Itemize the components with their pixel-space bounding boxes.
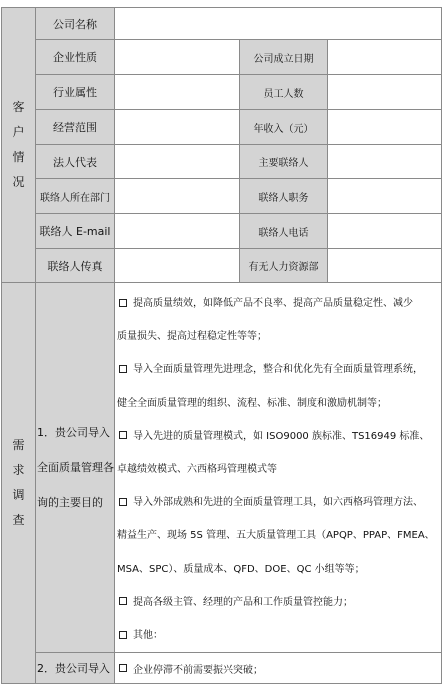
industry-label: 行业属性	[35, 74, 115, 110]
company-name-field[interactable]	[114, 7, 442, 40]
checkbox-icon[interactable]	[119, 498, 127, 506]
side-char: 情	[12, 150, 25, 164]
question1-label	[35, 282, 115, 653]
employee-count-field[interactable]	[327, 74, 442, 110]
checkbox-icon[interactable]	[119, 664, 127, 672]
founding-date-label: 公司成立日期	[239, 39, 328, 75]
contact-phone-field[interactable]	[327, 213, 442, 249]
option-line[interactable]: 提高质量绩效，如降低产品不良率、提高产品质量稳定性、减少	[117, 287, 439, 320]
option-line[interactable]: 其他：	[117, 619, 439, 652]
contact-phone-label: 联络人电话	[239, 213, 328, 249]
question1-line: 询的主要目的	[37, 496, 103, 509]
contact-position-label: 联络人职务	[239, 178, 328, 214]
side-char: 求	[12, 463, 25, 477]
side-char: 查	[12, 513, 25, 527]
main-contact-label: 主要联络人	[239, 144, 328, 179]
hr-department-label: 有无人力资源部	[239, 248, 328, 283]
annual-income-label: 年收入（元）	[239, 109, 328, 145]
enterprise-nature-label: 企业性质	[35, 39, 115, 75]
option-line-continued: 质量损失、提高过程稳定性等等；	[117, 331, 267, 343]
option-line-continued: 卓越绩效模式、六西格玛管理模式等	[117, 464, 277, 476]
contact-department-label: 联络人所在部门	[35, 178, 115, 214]
enterprise-nature-field[interactable]	[114, 39, 240, 75]
question2-label: 2．贵公司导入	[35, 652, 115, 684]
question1-options	[114, 282, 442, 653]
annual-income-field[interactable]	[327, 109, 442, 145]
option-line-continued: MSA、SPC）、质量成本、QFD、DOE、QC 小组等等；	[117, 563, 365, 575]
business-scope-field[interactable]	[114, 109, 240, 145]
option-line[interactable]: 导入全面质量管理先进理念，整合和优化先有全面质量管理系统，	[117, 353, 439, 386]
option-line[interactable]: 导入先进的质量管理模式，如 ISO9000 族标准、TS16949 标准、	[117, 420, 439, 453]
contact-position-field[interactable]	[327, 178, 442, 214]
side-char: 需	[12, 438, 25, 452]
main-contact-field[interactable]	[327, 144, 442, 179]
hr-department-field[interactable]	[327, 248, 442, 283]
business-scope-label: 经营范围	[35, 109, 115, 145]
checkbox-icon[interactable]	[119, 597, 127, 605]
question2-option-text: 企业停滞不前需要振兴突破；	[133, 664, 263, 676]
contact-fax-label: 联络人传真	[35, 248, 115, 283]
contact-department-field[interactable]	[114, 178, 240, 214]
side-char: 况	[12, 175, 25, 189]
checkbox-icon[interactable]	[119, 365, 127, 373]
question2-options	[114, 652, 442, 684]
option-line-continued: 精益生产、现场 5S 管理、五大质量管理工具（APQP、PPAP、FMEA、	[117, 530, 435, 542]
industry-field[interactable]	[114, 74, 240, 110]
contact-fax-field[interactable]	[114, 248, 240, 283]
question1-line: 1．贵公司导入	[37, 426, 110, 439]
legal-rep-label: 法人代表	[35, 144, 115, 179]
company-name-label: 公司名称	[35, 7, 115, 40]
option-line[interactable]: 导入外部成熟和先进的全面质量管理工具，如六西格玛管理方法、	[117, 486, 439, 519]
checkbox-icon[interactable]	[119, 631, 127, 639]
question1-line: 全面质量管理各	[37, 461, 114, 474]
legal-rep-field[interactable]	[114, 144, 240, 179]
employee-count-label: 员工人数	[239, 74, 328, 110]
contact-email-field[interactable]	[114, 213, 240, 249]
option-line-continued: 健全全面质量管理的组织、流程、标准、制度和激励机制等；	[117, 397, 387, 409]
section-customer-side-label	[1, 7, 36, 283]
checkbox-icon[interactable]	[119, 431, 127, 439]
section-demand-side-label	[1, 282, 36, 684]
side-char: 客	[12, 100, 25, 114]
contact-email-label: 联络人 E-mail	[35, 213, 115, 249]
founding-date-field[interactable]	[327, 39, 442, 75]
checkbox-icon[interactable]	[119, 299, 127, 307]
side-char: 户	[12, 125, 25, 139]
option-line[interactable]: 提高各级主管、经理的产品和工作质量管控能力；	[117, 586, 439, 619]
side-char: 调	[12, 488, 25, 502]
